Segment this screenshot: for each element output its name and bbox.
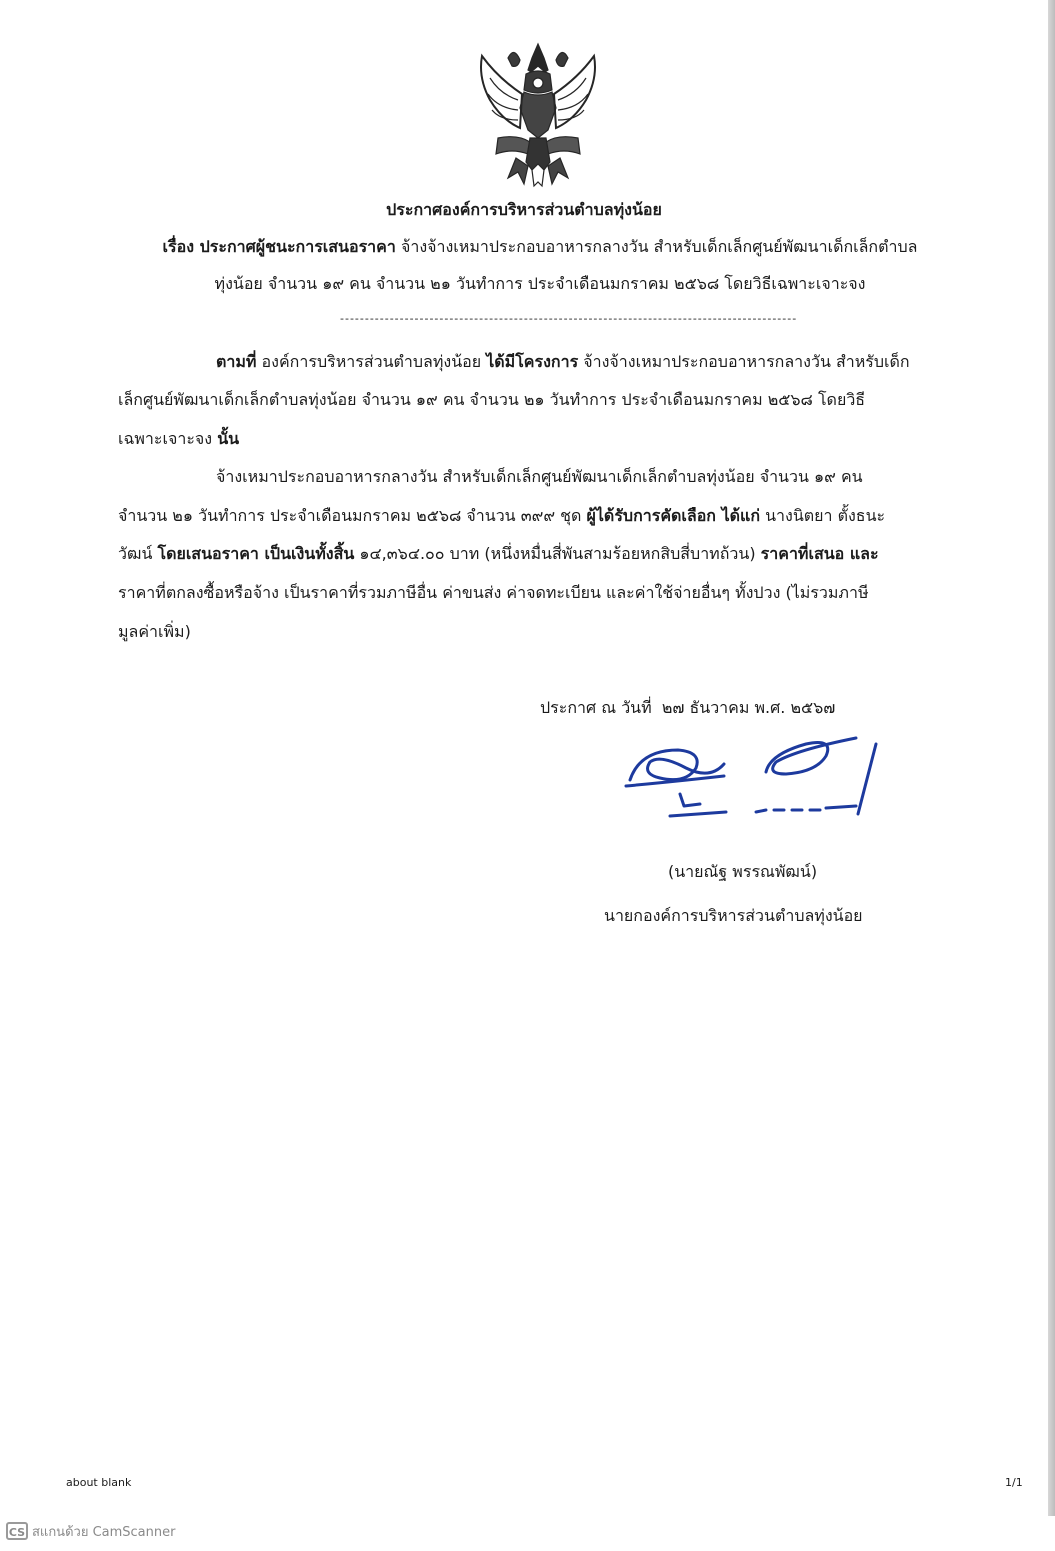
announcement-date xyxy=(540,696,835,721)
p1-text-l3a: เฉพาะเจาะจง xyxy=(118,429,218,448)
camscanner-logo: CS xyxy=(6,1522,28,1540)
paragraph-1-line-2: เล็กศูนย์พัฒนาเด็กเล็กตำบลทุ่งน้อย จำนวน ๑๙ คน จำนวน ๒๑ วันทำการ ประจำเดือนมกราคม ๒๕๖๘ โดยวิธี xyxy=(118,390,866,409)
paragraph-2-line-2 xyxy=(118,504,885,529)
p2-text-l2a: จำนวน ๒๑ วันทำการ ประจำเดือนมกราคม ๒๕๖๘ จำนวน ๓๙๙ ชุด xyxy=(118,506,587,525)
signer-name: (นายณัฐ พรรณพัฒน์) xyxy=(668,862,818,881)
p1-text-c: จ้างจ้างเหมาประกอบอาหารกลางวัน สำหรับเด็ก xyxy=(578,352,910,371)
handwritten-signature xyxy=(620,732,880,832)
subject-label: เรื่อง ประกาศผู้ชนะการเสนอราคา xyxy=(162,237,396,256)
subject-line-2: ทุ่งน้อย จำนวน ๑๙ คน จำนวน ๒๑ วันทำการ ประจำเดือนมกราคม ๒๕๖๘ โดยวิธีเฉพาะเจาะจง xyxy=(214,274,866,293)
p1-text-l3b: นั้น xyxy=(217,429,240,448)
separator-line: -------------------------------------------------------------------------------------------- xyxy=(340,312,798,325)
paragraph-2-line-1: จ้างเหมาประกอบอาหารกลางวัน สำหรับเด็กเล็กศูนย์พัฒนาเด็กเล็กตำบลทุ่งน้อย จำนวน ๑๙ คน xyxy=(216,467,863,486)
scan-edge-shadow xyxy=(1048,0,1055,1551)
paragraph-2-line-5: มูลค่าเพิ่ม) xyxy=(118,622,191,641)
announcement-title: ประกาศองค์การบริหารส่วนตำบลทุ่งน้อย xyxy=(386,200,662,219)
paragraph-1-line-3 xyxy=(118,427,239,452)
p2-text-l2c: นางนิตยา ตั้งธนะ xyxy=(760,506,886,525)
p2-text-l2b: ผู้ได้รับการคัดเลือก ได้แก่ xyxy=(586,506,760,525)
print-footer-left: about blank xyxy=(66,1476,132,1489)
paragraph-2-line-3 xyxy=(118,542,879,567)
date-value: ๒๗ ธันวาคม พ.ศ. ๒๕๖๗ xyxy=(661,698,836,717)
p1-lead: ตามที่ xyxy=(216,352,257,371)
paragraph-1-line-1 xyxy=(216,350,910,375)
subject-text-1: จ้างจ้างเหมาประกอบอาหารกลางวัน สำหรับเด็กเล็กศูนย์พัฒนาเด็กเล็กตำบล xyxy=(400,237,918,256)
paragraph-2-line-4: ราคาที่ตกลงซื้อหรือจ้าง เป็นราคาที่รวมภาษีอื่น ค่าขนส่ง ค่าจดทะเบียน และค่าใช้จ่ายอื่นๆ ทั้งปวง (ไม่รวมภาษี xyxy=(118,583,869,602)
print-footer-page: 1/1 xyxy=(1005,1476,1023,1489)
p2-text-l3d: ราคาที่เสนอ และ xyxy=(760,544,879,563)
p2-text-l3b: โดยเสนอราคา เป็นเงินทั้งสิ้น xyxy=(157,544,355,563)
garuda-emblem xyxy=(468,38,608,190)
p1-text-a: องค์การบริหารส่วนตำบลทุ่งน้อย xyxy=(256,352,487,371)
subject-line-1 xyxy=(80,235,1000,260)
p2-text-l3a: วัฒน์ xyxy=(118,544,158,563)
date-label: ประกาศ ณ วันที่ xyxy=(540,698,652,717)
p1-text-b: ได้มีโครงการ xyxy=(486,352,579,371)
p2-text-l3c: ๑๔,๓๖๔.๐๐ บาท (หนึ่งหมื่นสี่พันสามร้อยหกสิบสี่บาทถ้วน) xyxy=(354,544,761,563)
camscanner-watermark xyxy=(6,1521,175,1541)
camscanner-text: สแกนด้วย CamScanner xyxy=(32,1524,176,1540)
signer-position: นายกองค์การบริหารส่วนตำบลทุ่งน้อย xyxy=(604,906,863,925)
